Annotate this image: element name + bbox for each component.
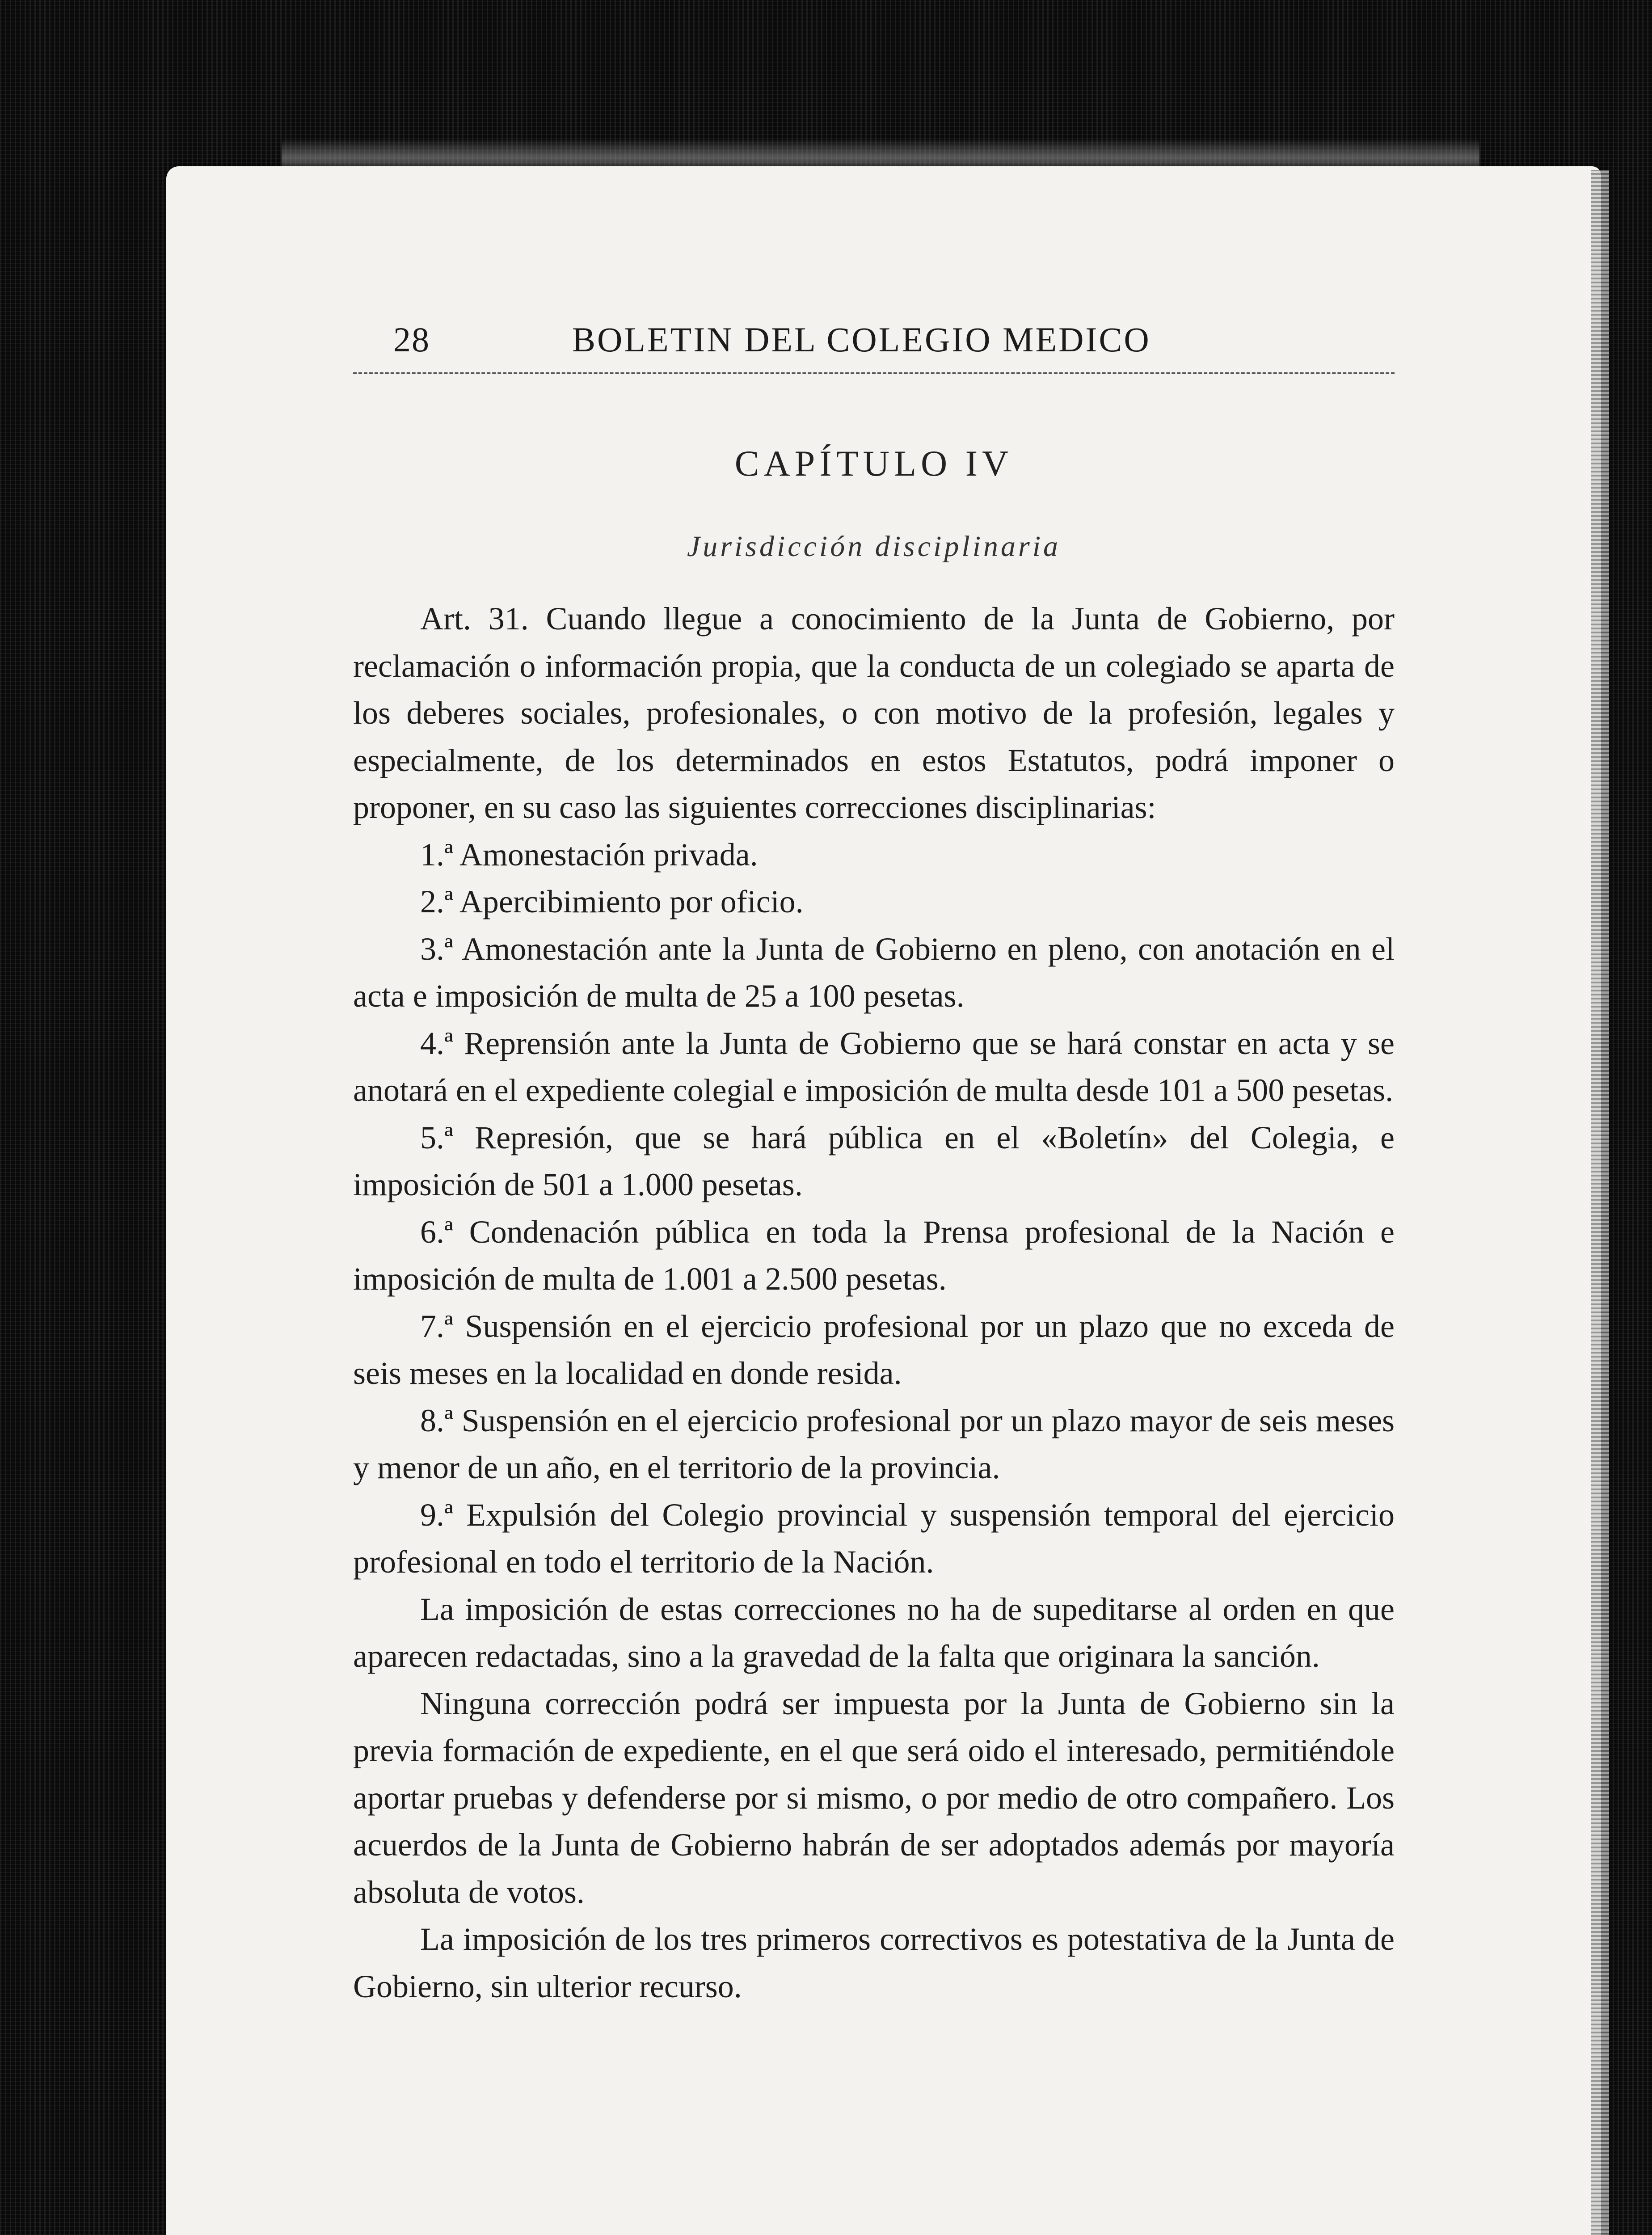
- list-item-8: 8.ª Suspensión en el ejercicio profesional por un plazo mayor de seis meses y menor de un año, en el territorio de la provincia.: [353, 1402, 1395, 1485]
- paragraph-order: La imposición de estas correcciones no ha de supeditarse al orden en que aparecen redactadas, sino a la gravedad de la falta que originara la sanción.: [353, 1591, 1395, 1674]
- list-item-1: 1.ª Amonestación privada.: [420, 836, 758, 873]
- list-item-6: 6.ª Condenación pública en toda la Prensa profesional de la Nación e imposición de multa de 1.001 a 2.500 pesetas.: [353, 1214, 1395, 1297]
- scan-smudge: [282, 139, 1479, 170]
- page-header: [353, 320, 1395, 378]
- chapter-subtitle: Jurisdicción disciplinaria: [687, 530, 1061, 563]
- body-text: [353, 595, 1395, 2010]
- list-item-5: 5.ª Represión, que se hará pública en el «Boletín» del Colegia, e imposición de 501 a 1.000 pesetas.: [353, 1119, 1395, 1202]
- paragraph-first-three: La imposición de los tres primeros correctivos es potestativa de la Junta de Gobierno, sin ulterior recurso.: [353, 1921, 1395, 2004]
- list-item-3: 3.ª Amonestación ante la Junta de Gobierno en pleno, con anotación en el acta e imposición de multa de 25 a 100 pesetas.: [353, 931, 1395, 1014]
- paragraph-procedure: Ninguna corrección podrá ser impuesta por la Junta de Gobierno sin la previa formación de expediente, en el que será oido el interesado, permitiéndole aportar pruebas y defenderse por si mismo, o por medio de otro compañero. Los acuerdos de la Junta de Gobierno habrán de ser adoptados además por mayoría absoluta de votos.: [353, 1685, 1395, 1910]
- paragraph-art-31: Art. 31. Cuando llegue a conocimiento de la Junta de Gobierno, por reclamación o información propia, que la conducta de un colegiado se aparta de los deberes sociales, profesionales, o con motivo de la profesión, legales y especialmente, de los determinados en estos Estatutos, podrá imponer o proponer, en su caso las siguientes correcciones disciplinarias:: [353, 601, 1395, 825]
- list-item-7: 7.ª Suspensión en el ejercicio profesional por un plazo que no exceda de seis meses en la localidad en donde resida.: [353, 1308, 1395, 1391]
- list-item-2: 2.ª Apercibimiento por oficio.: [420, 884, 804, 919]
- running-title: BOLETIN DEL COLEGIO MEDICO: [572, 320, 1151, 359]
- page-number: 28: [393, 320, 430, 359]
- chapter-title: CAPÍTULO IV: [734, 443, 1013, 484]
- list-item-4: 4.ª Reprensión ante la Junta de Gobierno que se hará constar en acta y se anotará en el expediente colegial e imposición de multa desde 101 a 500 pesetas.: [353, 1025, 1395, 1108]
- list-item-9: 9.ª Expulsión del Colegio provincial y suspensión temporal del ejercicio profesional en todo el territorio de la Nación.: [353, 1497, 1395, 1580]
- header-rule: [353, 372, 1395, 374]
- page-edge: [1591, 170, 1609, 2235]
